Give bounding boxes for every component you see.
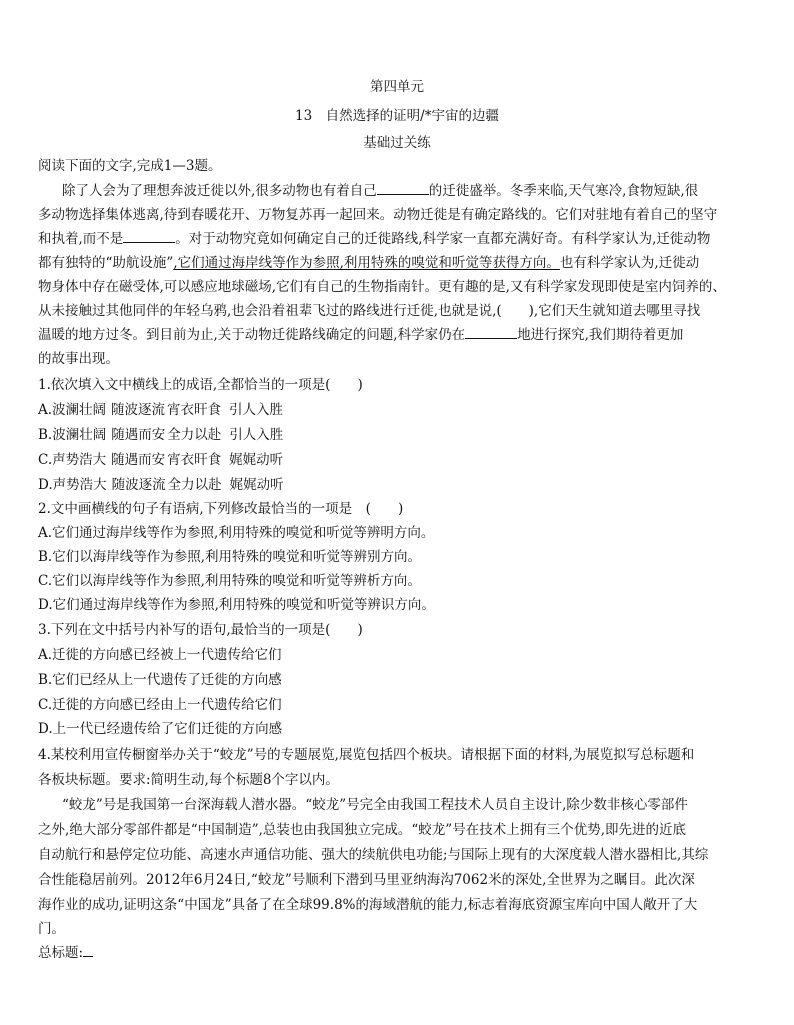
material-line: 海作业的成功,证明这条“中国龙”具备了在全球99.8%的海域潜航的能力,标志着海底资源宝库向中国人敞开了大 bbox=[38, 897, 698, 913]
question-4-stem: 各板块标题。要求:简明生动,每个标题8个字以内。 bbox=[38, 772, 339, 788]
question-2-stem: 2.文中画横线的句子有语病,下列修改最恰当的一项是 ( ) bbox=[38, 501, 404, 517]
question-1-stem: 1.依次填入文中横线上的成语,全都恰当的一项是( ) bbox=[38, 377, 363, 393]
question-4-stem: 4.某校利用宣传橱窗举办关于“蛟龙”号的专题展览,展览包括四个板块。请根据下面的材料,为展览拟写总标题和 bbox=[38, 747, 695, 763]
total-title-label: 总标题: bbox=[38, 945, 84, 961]
passage-line: 除了人会为了理想奔波迁徙以外,很多动物也有着自己 的迁徙盛举。冬季来临,天气寒冷,食物短缺,很 bbox=[62, 183, 699, 199]
total-title-answer[interactable] bbox=[38, 944, 760, 962]
passage-line: 多动物选择集体逃离,待到春暖花开、万物复苏再一起回来。动物迁徙是有确定路线的。它们对驻地有着自己的坚守 bbox=[38, 207, 718, 223]
question-1-option-a: A.波澜壮阔 随波逐流 宵衣旰食 引人入胜 bbox=[38, 402, 284, 418]
material-line: “蛟龙”号是我国第一台深海载人潜水器。“蛟龙”号完全由我国工程技术人员自主设计,除少数非核心零部件 bbox=[62, 797, 688, 813]
question-3-option-b: B.它们已经从上一代遗传了迁徙的方向感 bbox=[38, 672, 282, 688]
section-title: 基础过关练 bbox=[363, 135, 431, 151]
material-line: 自动航行和悬停定位功能、高速水声通信功能、强大的续航供电功能;与国际上现有的大深度载人潜水器相比,其综 bbox=[38, 847, 709, 863]
fill-blank-2 bbox=[123, 230, 175, 243]
material-line: 之外,绝大部分零部件都是“中国制造”,总装也由我国独立完成。“蛟龙”号在技术上拥有三个优势,即先进的近底 bbox=[38, 822, 686, 838]
passage-line: 都有独特的“助航设施”,它们通过海岸线等作为参照,利用特殊的嗅觉和听觉等获得方向。也有科学家认为,迁徙动 bbox=[38, 255, 700, 271]
question-3-option-a: A.迁徙的方向感已经被上一代遗传给它们 bbox=[38, 647, 282, 663]
question-2-option-d: D.它们通过海岸线等作为参照,利用特殊的嗅觉和听觉等辨识方向。 bbox=[38, 597, 435, 613]
reading-instruction: 阅读下面的文字,完成1—3题。 bbox=[38, 158, 222, 174]
question-1-option-b: B.波澜壮阔 随遇而安 全力以赴 引人入胜 bbox=[38, 427, 284, 443]
question-3-option-c: C.迁徙的方向感已经由上一代遗传给它们 bbox=[38, 697, 282, 713]
question-2-option-b: B.它们以海岸线等作为参照,利用特殊的嗅觉和听觉等辨别方向。 bbox=[38, 549, 422, 565]
underlined-sentence: ,它们通过海岸线等作为参照,利用特殊的嗅觉和听觉等获得方向。 bbox=[173, 255, 560, 271]
fill-blank-1 bbox=[377, 182, 429, 195]
passage-line: 物身体中存在磁受体,可以感应地球磁场,它们有自己的生物指南针。更有趣的是,又有科学家发现即使是室内饲养的、 bbox=[38, 279, 726, 295]
passage-line: 温暖的地方过冬。到目前为止,关于动物迁徙路线确定的问题,科学家仍在 地进行探究,我们期待着更加 bbox=[38, 327, 684, 343]
question-2-option-c: C.它们以海岸线等作为参照,利用特殊的嗅觉和听觉等辨析方向。 bbox=[38, 573, 421, 589]
question-3-option-d: D.上一代已经遗传给了它们迁徙的方向感 bbox=[38, 721, 283, 737]
passage-line: 和执着,而不是 。对于动物究竟如何确定自己的迁徙路线,科学家一直都充满好奇。有科学家认为,迁徙动物 bbox=[38, 231, 711, 247]
question-3-stem: 3.下列在文中括号内补写的语句,最恰当的一项是( ) bbox=[38, 622, 363, 638]
material-line: 门。 bbox=[38, 921, 65, 937]
question-1-option-c: C.声势浩大 随遇而安 宵衣旰食 娓娓动听 bbox=[38, 452, 284, 468]
fill-blank-3 bbox=[465, 326, 517, 339]
unit-title: 第四单元 bbox=[370, 79, 424, 95]
answer-blank[interactable] bbox=[83, 944, 93, 957]
material-line: 合性能稳居前列。2012年6月24日,“蛟龙”号顺利下潜到马里亚纳海沟7062米的深处,全世界为之瞩目。此次深 bbox=[38, 872, 695, 888]
lesson-title: 13 自然选择的证明/*宇宙的边疆 bbox=[295, 108, 499, 124]
question-1-option-d: D.声势浩大 随波逐流 全力以赴 娓娓动听 bbox=[38, 477, 284, 493]
passage-line: 从未接触过其他同伴的年轻乌鸦,也会沿着祖辈飞过的路线进行迁徙,也就是说,( ),它们天生就知道去哪里寻找 bbox=[38, 303, 701, 319]
passage-line: 的故事出现。 bbox=[38, 351, 119, 367]
question-2-option-a: A.它们通过海岸线等作为参照,利用特殊的嗅觉和听觉等辨明方向。 bbox=[38, 525, 435, 541]
